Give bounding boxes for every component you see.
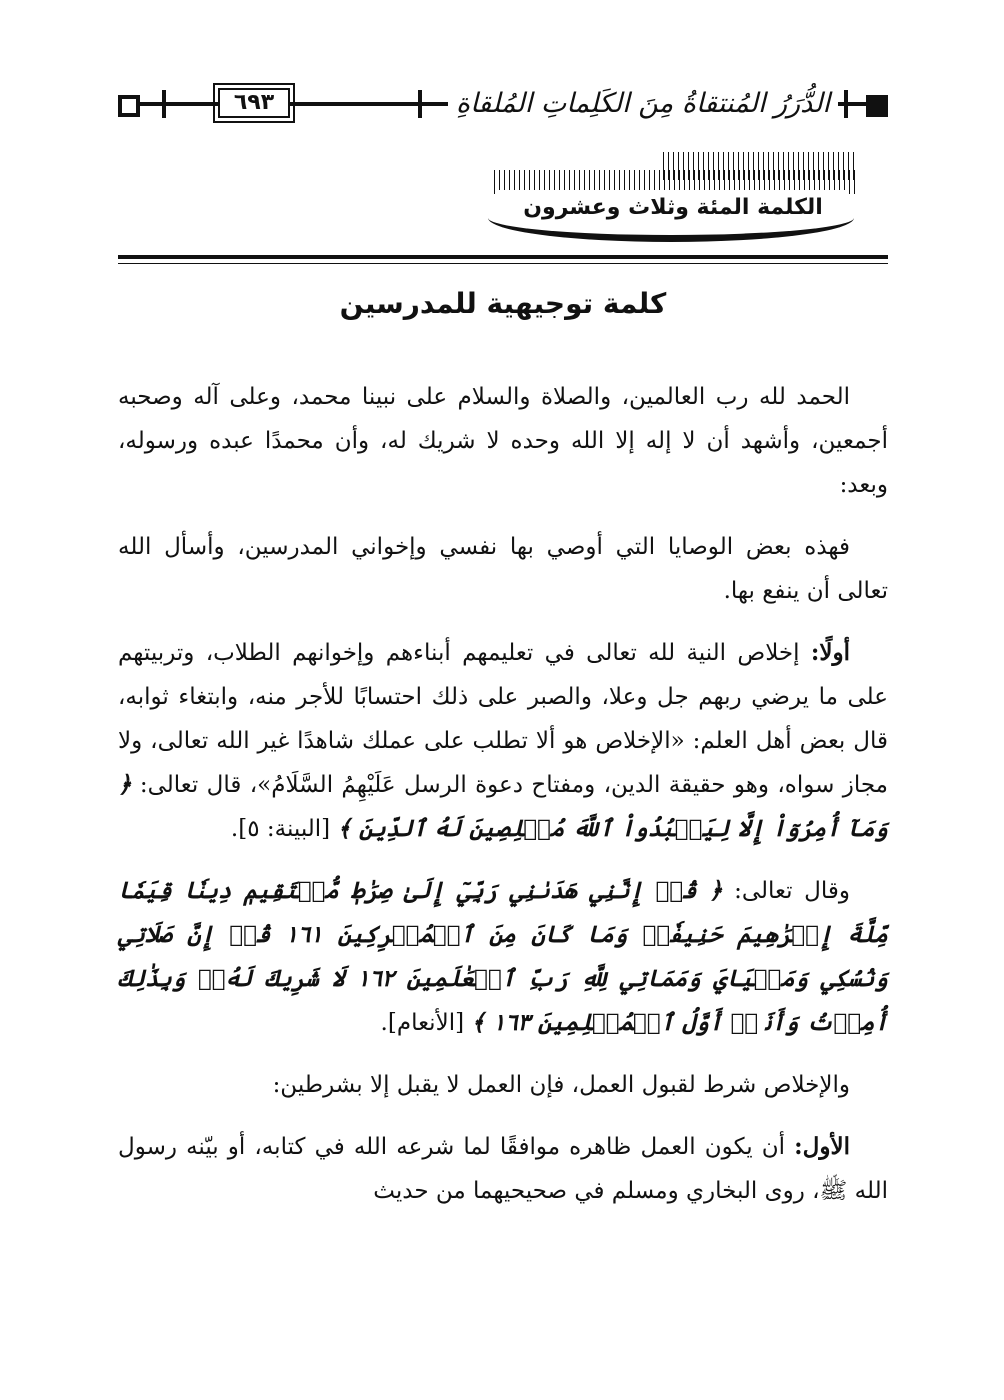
paragraph-text: إخلاص النية لله تعالى في تعليمهم أبناءهم وإخوانهم الطلاب، وتربيتهم على ما يرضي ربهم جل وعلا، والصبر على ذلك احتسابًا للأجر منه، وابتغاء ثوابه، قال بعض أهل العلم: «الإخلاص هو ألا تطلب على عملك شاهدًا غير الله تعالى، ولا مجاز سواه، وهو حقيقة الدين، ومفتاح دعوة الرسل عَلَيْهِمُ السَّلَامُ»، قال تعالى: xyxy=(118,640,888,798)
verse-reference: [الأنعام]. xyxy=(380,1010,472,1036)
header-right-square xyxy=(866,95,888,117)
page-title: كلمة توجيهية للمدرسين xyxy=(339,287,667,320)
header-bar xyxy=(844,90,848,118)
quran-verse: ﴿ قُلۡ إِنَّنِي هَدَىٰنِي رَبِّيٓ إِلَىٰ صِرَٰطٖ مُّسۡتَقِيمٖ دِينٗا قِيَمٗا مِّلَّةَ إِبۡرَٰهِيمَ حَنِيفٗاۚ وَمَا كَانَ مِنَ ٱلۡمُشۡرِكِينَ ١٦١ قُلۡ إِنَّ صَلَاتِي وَنُسُكِي وَمَحۡيَايَ وَمَمَاتِي لِلَّهِ رَبِّ ٱلۡعَٰلَمِينَ ١٦٢ لَا شَرِيكَ لَهُۥۖ وَبِذَٰلِكَ أُمِرۡتُ وَأَنَا۠ أَوَّلُ ٱلۡمُسۡلِمِينَ ١٦٣ ﴾ xyxy=(118,877,888,1036)
quran-verse: ﴿ وَمَآ أُمِرُوٓاْ إِلَّا لِيَعۡبُدُواْ ٱللَّهَ مُخۡلِصِينَ لَهُ ٱلدِّينَ ﴾ xyxy=(118,771,888,842)
paragraph: الحمد لله رب العالمين، والصلاة والسلام على نبينا محمد، وعلى آله وصحبه أجمعين، وأشهد أن لا إله إلا الله وحده لا شريك له، وأن محمدًا عبده ورسوله، وبعد: xyxy=(118,384,888,498)
chapter-curve xyxy=(488,213,854,242)
body-text xyxy=(118,375,888,1231)
header-left-square xyxy=(118,95,140,117)
paragraph: والإخلاص شرط لقبول العمل، فإن العمل لا يقبل إلا بشرطين: xyxy=(272,1072,850,1098)
paragraph xyxy=(118,869,888,1045)
divider-thin xyxy=(118,263,888,264)
paragraph-label: أولًا: xyxy=(810,639,850,666)
running-header xyxy=(118,84,888,124)
chapter-title: الكلمة المئة وثلاث وعشرون xyxy=(498,190,848,226)
page-number: ٦٩٣ xyxy=(218,88,290,118)
header-bar xyxy=(418,90,422,118)
paragraph-label: الأول: xyxy=(794,1133,850,1160)
header-bar xyxy=(162,90,166,118)
verse-reference: [البينة: ٥]. xyxy=(230,816,338,842)
book-title: الدُّرَرُ المُنتقاةُ مِنَ الكَلِماتِ المُلقاةِ xyxy=(448,84,838,124)
paragraph-text: أن يكون العمل ظاهره موافقًا لما شرعه الله في كتابه، أو بيّنه رسول الله ﷺ، روى البخاري ومسلم في صحيحيهما من حديث xyxy=(118,1134,888,1204)
chapter-ornament xyxy=(488,152,858,244)
paragraph-text: وقال تعالى: xyxy=(722,878,850,904)
paragraph xyxy=(118,1125,888,1213)
divider-thick xyxy=(118,255,888,259)
paragraph: فهذه بعض الوصايا التي أوصي بها نفسي وإخواني المدرسين، وأسأل الله تعالى أن ينفع بها. xyxy=(118,534,888,604)
page-number-frame xyxy=(184,84,324,122)
paragraph xyxy=(118,631,888,851)
